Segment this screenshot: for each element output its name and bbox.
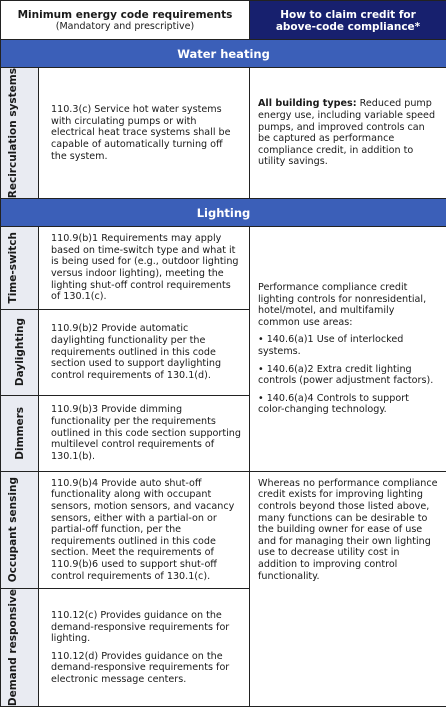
credit-text — [258, 98, 438, 168]
credit-body: Reduced pump energy use, including variable speed pumps, and improved controls can be captured as performance compliance credit, in addition to utility savings. — [258, 98, 435, 167]
requirement-cell — [39, 395, 250, 471]
credit-bold-label: All building types: — [258, 98, 357, 109]
row-label-demand-responsive — [1, 589, 39, 707]
requirement-cell — [39, 471, 250, 588]
requirement-cell — [39, 589, 250, 707]
requirement-text: 110.9(b)3 Provide dimming functionality per the requirements outlined in this code section supporting multilevel control requirements of 130.1(b). — [51, 404, 241, 462]
header-claim-credit — [250, 1, 446, 40]
section-band-water-heating — [1, 40, 446, 68]
row-label-occupant-sensing — [1, 471, 39, 588]
requirement-text-1: 110.12(c) Provides guidance on the demand-responsive requirements for lighting. — [51, 610, 241, 645]
row-label-recirculation — [1, 68, 39, 199]
requirement-text-2: 110.12(d) Provides guidance on the demand-responsive requirements for electronic message centers. — [51, 651, 241, 686]
header-right-title-line2: above-code compliance* — [254, 21, 442, 33]
header-minimum-requirements — [1, 1, 250, 40]
requirement-cell — [39, 309, 250, 395]
requirement-text: 110.9(b)4 Provide auto shut-off functionality along with occupant sensors, motion sensors, and vacancy sensors, either with a partial-on or partial-off function, per the requirements outlined in this code section. Meet the requirements of 110.9(b)6 used to support shut-off control requirements of 130.1(c). — [51, 478, 241, 582]
table-row-time-switch — [1, 227, 446, 310]
row-label-text: Occupant sensing — [7, 477, 33, 582]
section-band-lighting — [1, 199, 446, 227]
section-title-lighting: Lighting — [1, 199, 446, 227]
table-row-recirculation — [1, 68, 446, 199]
requirement-text: 110.9(b)2 Provide automatic daylighting functionality per the requirements outlined in this code section used to support daylighting control requirements of 130.1(d). — [51, 323, 241, 381]
row-label-text: Daylighting — [14, 318, 26, 386]
credit-item: • 140.6(a)1 Use of interlocked systems. — [258, 334, 438, 357]
row-label-time-switch — [1, 227, 39, 310]
credit-item: • 140.6(a)2 Extra credit lighting controls (power adjustment factors). — [258, 364, 438, 387]
requirement-text: 110.3(c) Service hot water systems with circulating pumps or with electrical heat trace systems shall be capable of automatically turning off the system. — [51, 104, 241, 162]
credit-intro: Performance compliance credit lighting controls for nonresidential, hotel/motel, and multifamily common use areas: — [258, 282, 438, 328]
credit-cell-controls-note — [250, 471, 446, 706]
header-left-title: Minimum energy code requirements — [18, 9, 233, 21]
row-label-dimmers — [1, 395, 39, 471]
credit-text: Whereas no performance compliance credit exists for improving lighting controls beyond those listed above, many functions can be desirable to the building owner for ease of use and for managing their own lighting use to decrease utility cost in addition to improving control functionality. — [258, 478, 438, 582]
row-label-daylighting — [1, 309, 39, 395]
credit-cell — [250, 68, 446, 199]
requirement-text: 110.9(b)1 Requirements may apply based on time-switch type and what it is being used for (e.g., outdoor lighting versus indoor lighting), meeting the lighting shut-off control requirements of 130.1(c). — [51, 233, 241, 303]
section-title-water-heating: Water heating — [1, 40, 446, 68]
credit-cell-lighting-controls — [250, 227, 446, 472]
table-header-row — [1, 1, 446, 40]
requirement-cell — [39, 227, 250, 310]
header-right-title-line1: How to claim credit for — [254, 9, 442, 21]
row-label-text: Demand responsive — [7, 589, 33, 706]
row-label-text: Recirculation systems — [7, 68, 33, 198]
row-label-text: Time-switch — [7, 232, 33, 303]
table-row-occupant-sensing — [1, 471, 446, 588]
row-label-text: Dimmers — [14, 407, 26, 460]
requirement-cell — [39, 68, 250, 199]
credit-item: • 140.6(a)4 Controls to support color-changing technology. — [258, 393, 438, 416]
header-left-subtitle: (Mandatory and prescriptive) — [5, 21, 245, 33]
